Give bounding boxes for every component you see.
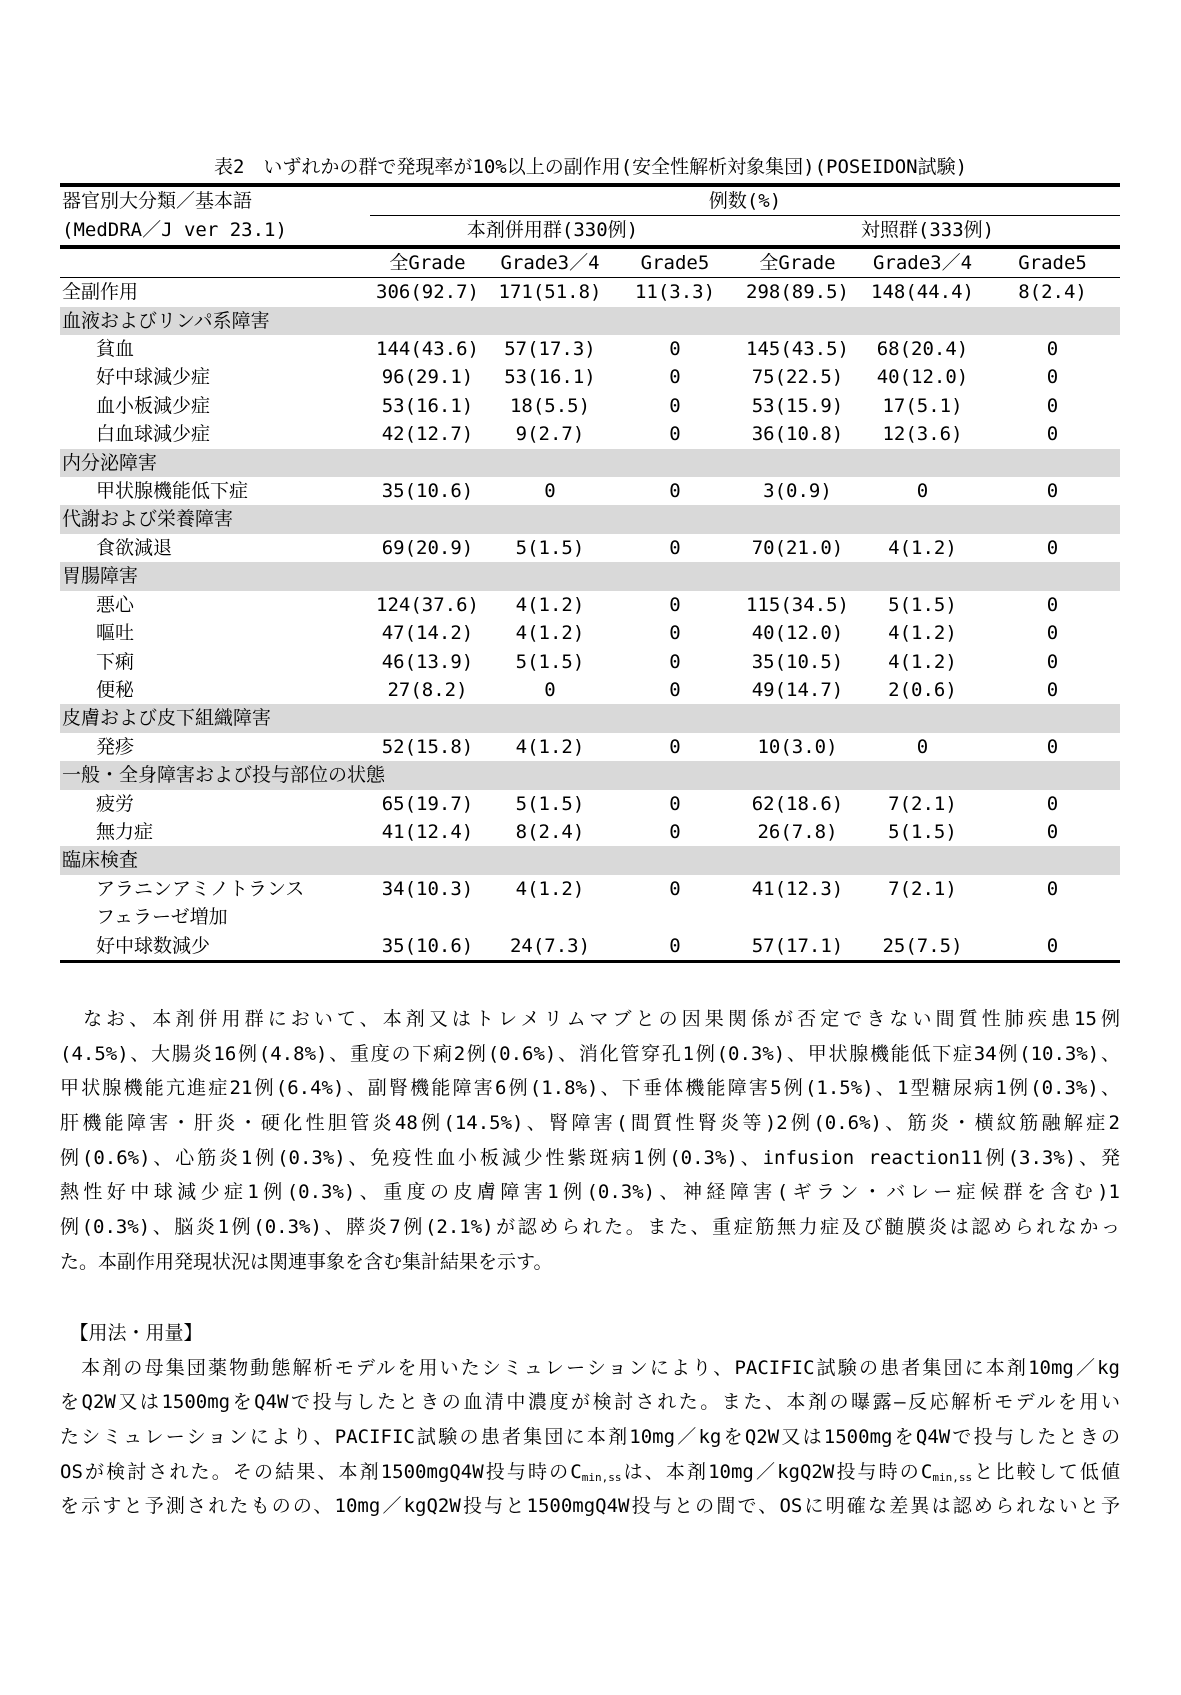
cell-value	[370, 903, 485, 931]
cell-value: 4(1.2)	[515, 877, 585, 900]
cell-value: 47(14.2)	[381, 622, 474, 645]
text-segment: と比較して低値	[972, 1460, 1120, 1483]
cell-value: 42(12.7)	[381, 423, 474, 446]
cell-value: 0	[615, 932, 735, 962]
term-label: 無力症	[96, 820, 154, 843]
header-empty	[60, 247, 370, 278]
cell-value: 298(89.5)	[746, 281, 849, 304]
cell-value: 0	[1046, 650, 1059, 673]
paragraph-line: 例(0.6%)、心筋炎1例(0.3%)、免疫性血小板減少性紫斑病1例(0.3%)、infusion reaction11例(3.3%)、発	[60, 1146, 1120, 1169]
category-row	[60, 449, 1120, 477]
cell-value: 34(10.3)	[381, 877, 474, 900]
cell-value: 0	[1046, 678, 1059, 701]
cell-value: 53(15.9)	[751, 394, 844, 417]
cell-value: 0	[1046, 792, 1059, 815]
cell-value: 41(12.3)	[751, 877, 844, 900]
cell-value: 0	[669, 622, 681, 645]
paragraph-line: をQ2W又は1500mgをQ4Wで投与したときの血清中濃度が検討された。また、本剤の曝露―反応解析モデルを用い	[60, 1391, 1120, 1414]
cell-value: 35(10.6)	[381, 480, 474, 503]
cell-value: 5(1.5)	[888, 593, 957, 616]
text-segment: は、本剤10mg／kgQ2W投与時のC	[621, 1460, 933, 1483]
cell-value: 62(18.6)	[751, 792, 844, 815]
category-row	[60, 846, 1120, 874]
cell-value	[615, 903, 735, 931]
cell-value: 4(1.2)	[888, 536, 957, 559]
cell-value: 70(21.0)	[751, 536, 844, 559]
cell-value: 4(1.2)	[515, 622, 585, 645]
paragraph-adverse-notes	[60, 1002, 1120, 1280]
term-label: 好中球数減少	[60, 932, 370, 962]
cell-value: 69(20.9)	[381, 536, 474, 559]
paragraph-line: 例(0.3%)、脳炎1例(0.3%)、膵炎7例(2.1%)が認められた。また、重症筋無力症及び髄膜炎は認められなかっ	[60, 1216, 1120, 1239]
cell-value	[735, 903, 860, 931]
header-col: Grade5	[615, 247, 735, 278]
cell-value: 0	[1046, 536, 1059, 559]
cell-value: 0	[669, 394, 681, 417]
header-count: 例数(%)	[370, 185, 1120, 216]
header-col: 全Grade	[370, 247, 485, 278]
header-row-3	[60, 247, 1120, 278]
table-row	[60, 420, 1120, 448]
table-row	[60, 534, 1120, 562]
table-row	[60, 648, 1120, 676]
cell-value: 306(92.7)	[376, 281, 479, 304]
header-label-line1: 器官別大分類／基本語	[60, 185, 370, 216]
cell-value: 57(17.3)	[504, 338, 596, 361]
cell-value: 9(2.7)	[515, 423, 585, 446]
category-label: 皮膚および皮下組織障害	[60, 704, 1120, 732]
cell-value: 0	[669, 366, 681, 389]
cell-value	[860, 903, 985, 931]
header-label-line2: (MedDRA／J ver 23.1)	[60, 216, 370, 247]
cell-value: 0	[544, 480, 556, 503]
cell-value: 124(37.6)	[376, 593, 479, 616]
cell-value: 36(10.8)	[751, 423, 844, 446]
cell-value: 4(1.2)	[515, 593, 585, 616]
cell-value: 18(5.5)	[509, 394, 591, 417]
term-label: 白血球減少症	[96, 423, 211, 446]
paragraph-line: 熱性好中球減少症1例(0.3%)、重度の皮膚障害1例(0.3%)、神経障害(ギラン・バレー症候群を含む)1	[60, 1181, 1120, 1204]
cell-value: 0	[669, 735, 681, 758]
subscript: min,ss	[581, 1470, 622, 1484]
category-row	[60, 761, 1120, 789]
table-row	[60, 676, 1120, 704]
cell-value: 10(3.0)	[757, 735, 838, 758]
cell-value: 0	[669, 792, 681, 815]
table-row	[60, 278, 1120, 307]
table-row	[60, 932, 1120, 962]
cell-value	[485, 903, 615, 931]
cell-value: 0	[1046, 593, 1059, 616]
header-col: 全Grade	[735, 247, 860, 278]
category-label: 一般・全身障害および投与部位の状態	[60, 761, 1120, 789]
cell-value: 27(8.2)	[387, 678, 468, 701]
cell-value: 5(1.5)	[515, 792, 585, 815]
cell-value: 57(17.1)	[735, 932, 860, 962]
header-col: Grade3／4	[860, 247, 985, 278]
text-segment: OSが検討された。その結果、本剤1500mgQ4W投与時のC	[60, 1460, 582, 1483]
cell-value: 0	[669, 338, 681, 361]
cell-value: 0	[1046, 622, 1059, 645]
table-row	[60, 335, 1120, 363]
paragraph-line: た。本副作用発現状況は関連事象を含む集計結果を示す。	[60, 1250, 553, 1273]
cell-value: 41(12.4)	[381, 820, 474, 843]
cell-value: 7(2.1)	[888, 877, 957, 900]
cell-value: 0	[669, 480, 681, 503]
section-heading: 【用法・用量】	[60, 1322, 203, 1344]
cell-value: 53(16.1)	[504, 366, 596, 389]
cell-value: 40(12.0)	[876, 366, 969, 389]
cell-value: 35(10.6)	[370, 932, 485, 962]
paragraph-line: 本剤の母集団薬物動態解析モデルを用いたシミュレーションにより、PACIFIC試験の患者集団に本剤10mg／kg	[60, 1356, 1120, 1379]
cell-value: 49(14.7)	[751, 678, 844, 701]
cell-value: 0	[669, 820, 681, 843]
cell-value: 68(20.4)	[876, 338, 969, 361]
category-row	[60, 562, 1120, 590]
cell-value: 4(1.2)	[888, 622, 957, 645]
category-label: 臨床検査	[60, 846, 1120, 874]
cell-value: 0	[669, 423, 681, 446]
category-label: 代謝および栄養障害	[60, 505, 1120, 533]
cell-value: 35(10.5)	[751, 650, 844, 673]
header-row-2	[60, 216, 1120, 247]
term-label: 好中球減少症	[96, 366, 211, 389]
cell-value: 53(16.1)	[381, 394, 474, 417]
cell-value: 40(12.0)	[751, 622, 844, 645]
cell-value: 65(19.7)	[381, 792, 474, 815]
table-row	[60, 875, 1120, 903]
cell-value: 4(1.2)	[888, 650, 957, 673]
cell-value: 0	[669, 678, 681, 701]
cell-value: 171(51.8)	[498, 281, 602, 304]
cell-value: 0	[669, 650, 681, 673]
section-dosage	[60, 1316, 1120, 1524]
cell-value: 17(5.1)	[882, 394, 963, 417]
cell-value: 25(7.5)	[860, 932, 985, 962]
cell-value: 0	[669, 877, 681, 900]
term-label: 全副作用	[62, 281, 139, 304]
cell-value: 0	[669, 593, 681, 616]
table-title: 表2 いずれかの群で発現率が10%以上の副作用(安全性解析対象集団)(POSEIDON試験)	[213, 156, 968, 178]
cell-value: 12(3.6)	[882, 423, 963, 446]
category-label: 内分泌障害	[60, 449, 1120, 477]
cell-value: 0	[1046, 423, 1059, 446]
cell-value: 0	[669, 536, 681, 559]
term-label: 発疹	[96, 735, 135, 758]
table-row	[60, 363, 1120, 391]
category-label: 胃腸障害	[60, 562, 1120, 590]
cell-value: 7(2.1)	[888, 792, 957, 815]
category-row	[60, 704, 1120, 732]
adverse-reactions-table	[60, 183, 1120, 963]
cell-value: 26(7.8)	[757, 820, 838, 843]
cell-value: 5(1.5)	[888, 820, 957, 843]
paragraph-line: なお、本剤併用群において、本剤又はトレメリムマブとの因果関係が否定できない間質性肺疾患15例	[60, 1008, 1120, 1030]
paragraph-line: (4.5%)、大腸炎16例(4.8%)、重度の下痢2例(0.6%)、消化管穿孔1例(0.3%)、甲状腺機能低下症34例(10.3%)、	[60, 1042, 1120, 1065]
cell-value: 2(0.6)	[888, 678, 957, 701]
table-row	[60, 619, 1120, 647]
paragraph-line: たシミュレーションにより、PACIFIC試験の患者集団に本剤10mg／kgをQ2W又は1500mgをQ4Wで投与したときの	[60, 1426, 1120, 1449]
category-label: 血液およびリンパ系障害	[60, 307, 1120, 335]
cell-value	[985, 903, 1120, 931]
term-label: 悪心	[96, 593, 135, 616]
term-label: アラニンアミノトランス	[96, 877, 305, 900]
cell-value: 5(1.5)	[515, 536, 585, 559]
paragraph-line	[60, 1455, 1120, 1490]
cell-value: 0	[1046, 735, 1059, 758]
cell-value: 8(2.4)	[1018, 281, 1087, 304]
cell-value: 0	[916, 735, 929, 758]
cell-value: 75(22.5)	[751, 366, 844, 389]
paragraph-line: 甲状腺機能亢進症21例(6.4%)、副腎機能障害6例(1.8%)、下垂体機能障害5例(1.5%)、1型糖尿病1例(0.3%)、	[60, 1077, 1120, 1100]
cell-value: 0	[1046, 394, 1059, 417]
cell-value: 24(7.3)	[485, 932, 615, 962]
term-label: 貧血	[96, 338, 135, 361]
paragraph-line: 肝機能障害・肝炎・硬化性胆管炎48例(14.5%)、腎障害(間質性腎炎等)2例(0.6%)、筋炎・横紋筋融解症2	[60, 1112, 1120, 1135]
header-col: Grade5	[985, 247, 1120, 278]
cell-value: 11(3.3)	[634, 281, 716, 304]
cell-value: 8(2.4)	[515, 820, 585, 843]
table-row	[60, 477, 1120, 505]
category-row	[60, 307, 1120, 335]
term-label: 下痢	[96, 650, 135, 673]
term-label: 疲労	[96, 792, 135, 815]
term-label: 甲状腺機能低下症	[96, 480, 249, 503]
table-row	[60, 392, 1120, 420]
paragraph-line: を示すと予測されたものの、10mg／kgQ2W投与と1500mgQ4W投与との間で、OSに明確な差異は認められないと予	[60, 1495, 1120, 1518]
term-label: 便秘	[96, 678, 135, 701]
table-row	[60, 790, 1120, 818]
table-row	[60, 733, 1120, 761]
term-label: 食欲減退	[96, 536, 173, 559]
table-row	[60, 818, 1120, 846]
cell-value: 0	[916, 480, 929, 503]
cell-value: 144(43.6)	[376, 338, 479, 361]
cell-value: 145(43.5)	[746, 338, 849, 361]
table-row	[60, 591, 1120, 619]
cell-value: 52(15.8)	[381, 735, 474, 758]
cell-value: 5(1.5)	[515, 650, 585, 673]
cell-value: 148(44.4)	[871, 281, 974, 304]
table-row	[60, 903, 1120, 931]
subscript: min,ss	[932, 1470, 973, 1484]
cell-value: 0	[544, 678, 556, 701]
term-label: 嘔吐	[96, 622, 135, 645]
header-col: Grade3／4	[485, 247, 615, 278]
cell-value: 0	[985, 932, 1120, 962]
cell-value: 0	[1046, 877, 1059, 900]
term-label: 血小板減少症	[96, 394, 211, 417]
cell-value: 0	[1046, 338, 1059, 361]
cell-value: 0	[1046, 480, 1059, 503]
term-label: フェラーゼ増加	[96, 906, 228, 929]
category-row	[60, 505, 1120, 533]
cell-value: 115(34.5)	[746, 593, 849, 616]
cell-value: 0	[1046, 366, 1059, 389]
header-row-1	[60, 185, 1120, 216]
cell-value: 46(13.9)	[381, 650, 474, 673]
header-group2: 対照群(333例)	[735, 216, 1120, 247]
cell-value: 3(0.9)	[763, 480, 832, 503]
cell-value: 96(29.1)	[381, 366, 474, 389]
cell-value: 4(1.2)	[515, 735, 585, 758]
cell-value: 0	[1046, 820, 1059, 843]
header-group1: 本剤併用群(330例)	[370, 216, 735, 247]
